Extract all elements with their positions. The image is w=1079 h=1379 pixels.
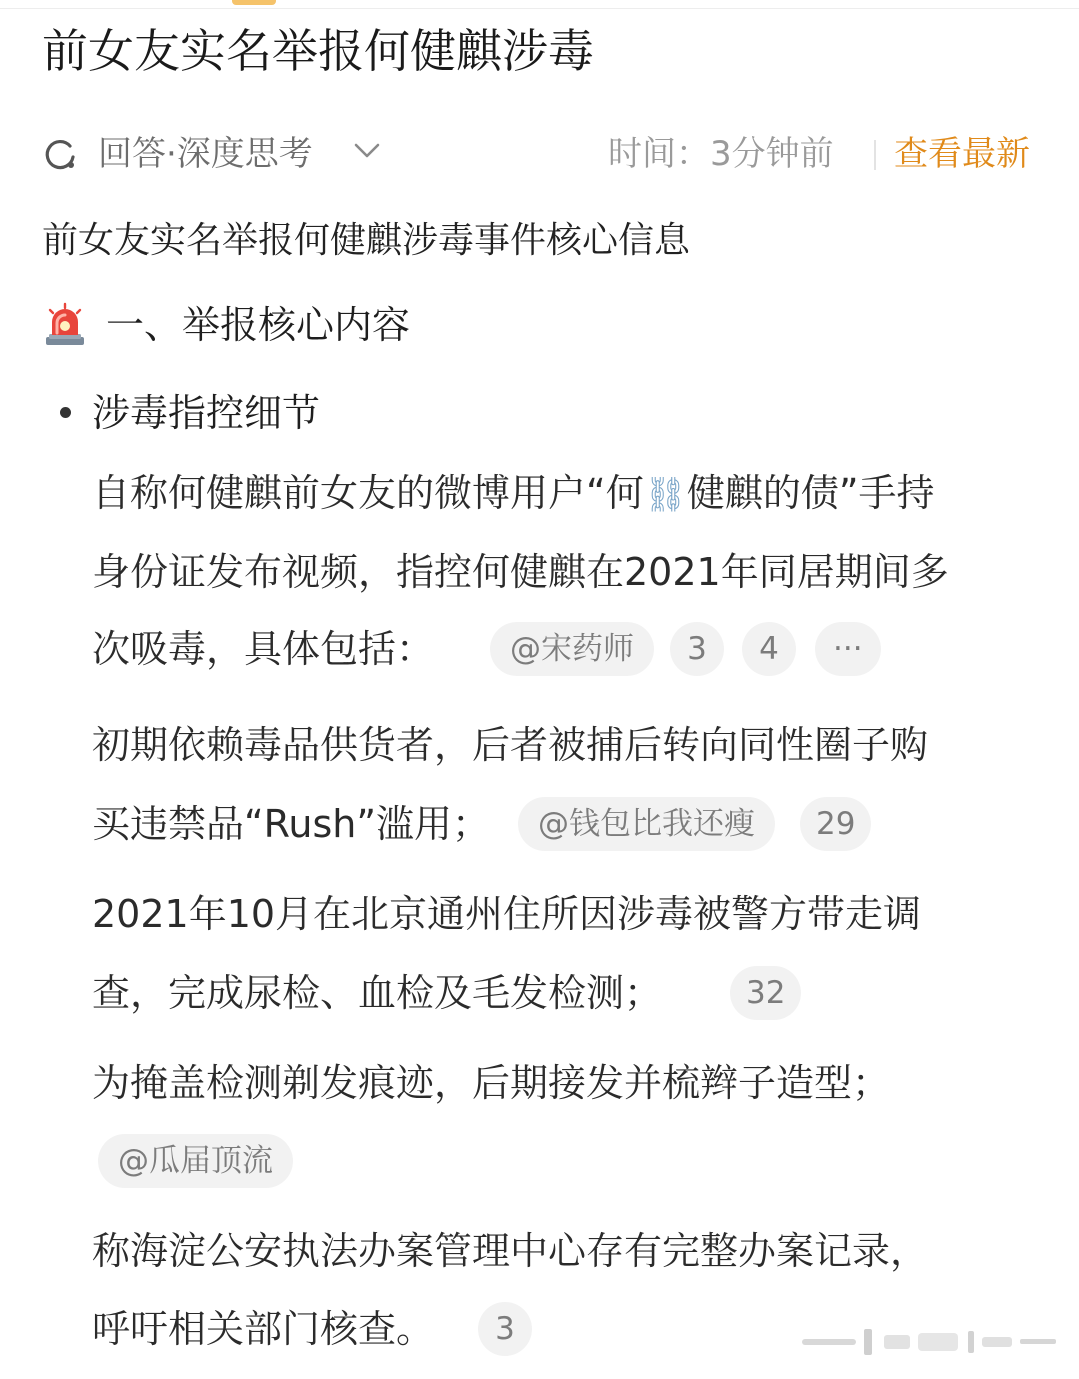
- paragraph-line: 初期依赖毒品供货者，后者被捕后转向同性圈子购: [92, 723, 929, 767]
- source-chip[interactable]: @瓜届顶流: [98, 1134, 293, 1188]
- paragraph-line: 称海淀公安执法办案管理中心存有完整办案记录，: [92, 1229, 929, 1273]
- citation-chip[interactable]: 3: [478, 1302, 532, 1356]
- top-divider: [0, 8, 1079, 9]
- answer-meta-row: [42, 128, 1042, 180]
- section-title: 一、举报核心内容: [106, 303, 411, 347]
- top-accent-mark: [232, 0, 276, 5]
- paragraph-line: 2021年10月在北京通州住所因涉毒被警方带走调: [92, 892, 922, 936]
- paragraph-line: 呼吁相关部门核查。: [92, 1307, 435, 1351]
- meta-divider: [874, 140, 876, 170]
- paragraph-line: 为掩盖检测剃发痕迹，后期接发并梳辫子造型；: [92, 1061, 891, 1105]
- page-title: 前女友实名举报何健麒涉毒: [42, 24, 594, 78]
- bullet-dot: [60, 407, 71, 418]
- watermark-logo-icon: [798, 1325, 1060, 1359]
- view-latest-link[interactable]: 查看最新: [894, 134, 1030, 174]
- paragraph-line: 身份证发布视频，指控何健麒在2021年同居期间多: [92, 550, 949, 594]
- citation-chip[interactable]: 29: [800, 797, 871, 851]
- paragraph-line: 次吸毒，具体包括：: [92, 627, 435, 671]
- loading-spinner-icon: [42, 136, 78, 172]
- answer-heading: 前女友实名举报何健麒涉毒事件核心信息: [42, 220, 691, 261]
- source-chip[interactable]: @钱包比我还瘦: [518, 797, 775, 851]
- paragraph-line: 买违禁品“Rush”滥用；: [92, 802, 491, 846]
- paragraph-line: 自称何健麒前女友的微博用户“何⛓健麒的债”手持: [92, 466, 935, 522]
- citation-chip[interactable]: 32: [730, 966, 801, 1020]
- siren-icon: [42, 302, 88, 348]
- answer-mode-selector[interactable]: 回答·深度思考: [98, 134, 313, 174]
- citation-chip[interactable]: 3: [670, 622, 724, 676]
- chevron-down-icon[interactable]: [354, 142, 380, 160]
- update-time: 时间：3分钟前: [608, 134, 834, 174]
- paragraph-line: 查，完成尿检、血检及毛发检测；: [92, 971, 663, 1015]
- chain-icon: ⛓: [643, 475, 687, 515]
- citation-chip[interactable]: 4: [742, 622, 796, 676]
- more-citations-button[interactable]: ···: [815, 622, 881, 676]
- bullet-title: 涉毒指控细节: [92, 391, 321, 435]
- source-chip[interactable]: @宋药师: [490, 622, 654, 676]
